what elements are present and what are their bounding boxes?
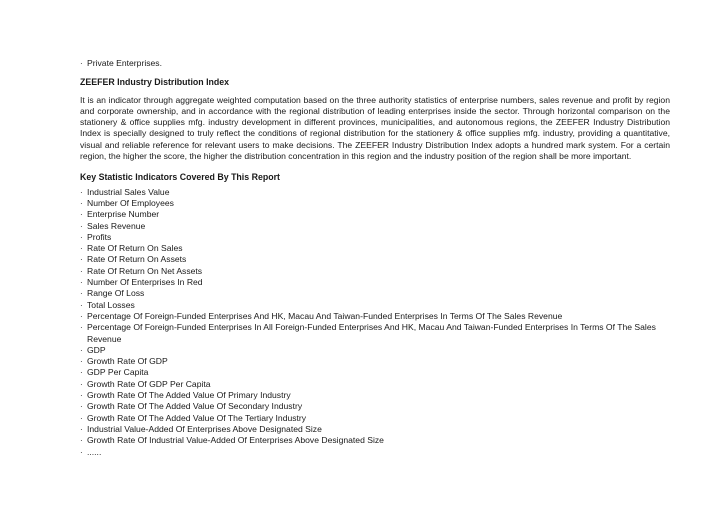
list-item [80, 300, 670, 311]
list-item-text: Growth Rate Of Industrial Value-Added Of Enterprises Above Designated Size [87, 435, 384, 446]
list-item-text: Growth Rate Of The Added Value Of Primary Industry [87, 390, 291, 401]
list-item-text: Rate Of Return On Assets [87, 254, 187, 265]
bullet-glyph: · [80, 266, 83, 276]
list-item [80, 379, 670, 390]
list-item [80, 198, 670, 209]
list-item [80, 322, 670, 345]
list-item [80, 266, 670, 277]
list-item-text: Total Losses [87, 299, 135, 310]
bullet-glyph: · [80, 402, 83, 412]
bullet-glyph: · [80, 221, 83, 231]
top-item-text: Private Enterprises. [87, 58, 162, 68]
bullet-glyph: · [80, 323, 83, 333]
list-item [80, 447, 670, 458]
list-item-text: Percentage Of Foreign-Funded Enterprises And HK, Macau And Taiwan-Funded Enterprises In Terms Of The Sales Revenue [87, 310, 563, 321]
list-item [80, 277, 670, 288]
bullet-glyph: · [80, 345, 83, 355]
bullet-glyph: · [80, 187, 83, 197]
list-item-text: Rate Of Return On Net Assets [87, 265, 203, 276]
bullet-glyph: · [80, 232, 83, 242]
list-item-text: Number Of Enterprises In Red [87, 277, 203, 288]
index-heading: ZEEFER Industry Distribution Index [80, 77, 230, 88]
list-item [80, 187, 670, 198]
index-paragraph: It is an indicator through aggregate weighted computation based on the three authority statistics of enterprise numbers, sales revenue and profit by region and corporate ownership, and in accordance with the regional distribution of leading enterprises inside the sector. Through horizontal comparison on the stationery & office supplies mfg. industry development in different provinces, municipalities, and autonomous regions, the ZEEFER Industry Distribution Index is specially designed to truly reflect the conditions of regional distribution for the stationery & office supplies mfg. industry, providing a quantitative, visual and reliable reference for relevant users to make decisions. The ZEEFER Industry Distribution Index adopts a hundred mark system. For a certain region, the higher the score, the higher the distribution concentration in this region and the industry position of the region shall be more important. [80, 94, 670, 162]
list-item-text: Profits [87, 231, 112, 242]
list-item-text: Growth Rate Of The Added Value Of The Tertiary Industry [87, 412, 307, 423]
list-item-text: Rate Of Return On Sales [87, 243, 183, 254]
list-item [80, 435, 670, 446]
list-item [80, 243, 670, 254]
list-item [80, 288, 670, 299]
list-item [80, 390, 670, 401]
bullet-glyph: · [80, 379, 83, 389]
list-item-text: Enterprise Number [87, 209, 160, 220]
bullet-glyph: · [80, 59, 83, 68]
list-item-text: Growth Rate Of The Added Value Of Secondary Industry [87, 401, 303, 412]
list-item-text: Sales Revenue [87, 220, 146, 231]
bullet-glyph: · [80, 289, 83, 299]
bullet-glyph: · [80, 244, 83, 254]
bullet-glyph: · [80, 300, 83, 310]
bullet-glyph: · [80, 391, 83, 401]
list-item [80, 413, 670, 424]
bullet-glyph: · [80, 278, 83, 288]
bullet-glyph: · [80, 436, 83, 446]
list-item-text: Industrial Sales Value [87, 186, 170, 197]
bullet-glyph: · [80, 311, 83, 321]
top-list-item [80, 58, 670, 69]
list-item [80, 424, 670, 435]
bullet-glyph: · [80, 447, 83, 457]
list-item-text: Range Of Loss [87, 288, 145, 299]
indicators-heading: Key Statistic Indicators Covered By This Report [80, 172, 280, 183]
bullet-glyph: · [80, 210, 83, 220]
document-page [80, 58, 670, 458]
list-item-text: GDP [87, 344, 106, 355]
list-item-text: ...... [87, 446, 102, 457]
list-item-text: Growth Rate Of GDP Per Capita [87, 378, 211, 389]
indicator-list [80, 187, 670, 458]
list-item [80, 209, 670, 220]
bullet-glyph: · [80, 424, 83, 434]
bullet-glyph: · [80, 357, 83, 367]
list-item [80, 232, 670, 243]
list-item [80, 356, 670, 367]
bullet-glyph: · [80, 368, 83, 378]
list-item [80, 311, 670, 322]
list-item [80, 221, 670, 232]
list-item [80, 367, 670, 378]
list-item [80, 401, 670, 412]
list-item-text: Number Of Employees [87, 197, 174, 208]
bullet-glyph: · [80, 413, 83, 423]
list-item-text: Industrial Value-Added Of Enterprises Above Designated Size [87, 423, 322, 434]
list-item [80, 345, 670, 356]
list-item-text: GDP Per Capita [87, 367, 149, 378]
bullet-glyph: · [80, 198, 83, 208]
list-item-text: Percentage Of Foreign-Funded Enterprises In All Foreign-Funded Enterprises And HK, Macau And Taiwan-Funded Enterprises In Terms Of The Sales Revenue [87, 322, 656, 344]
list-item [80, 254, 670, 265]
bullet-glyph: · [80, 255, 83, 265]
list-item-text: Growth Rate Of GDP [87, 356, 168, 367]
